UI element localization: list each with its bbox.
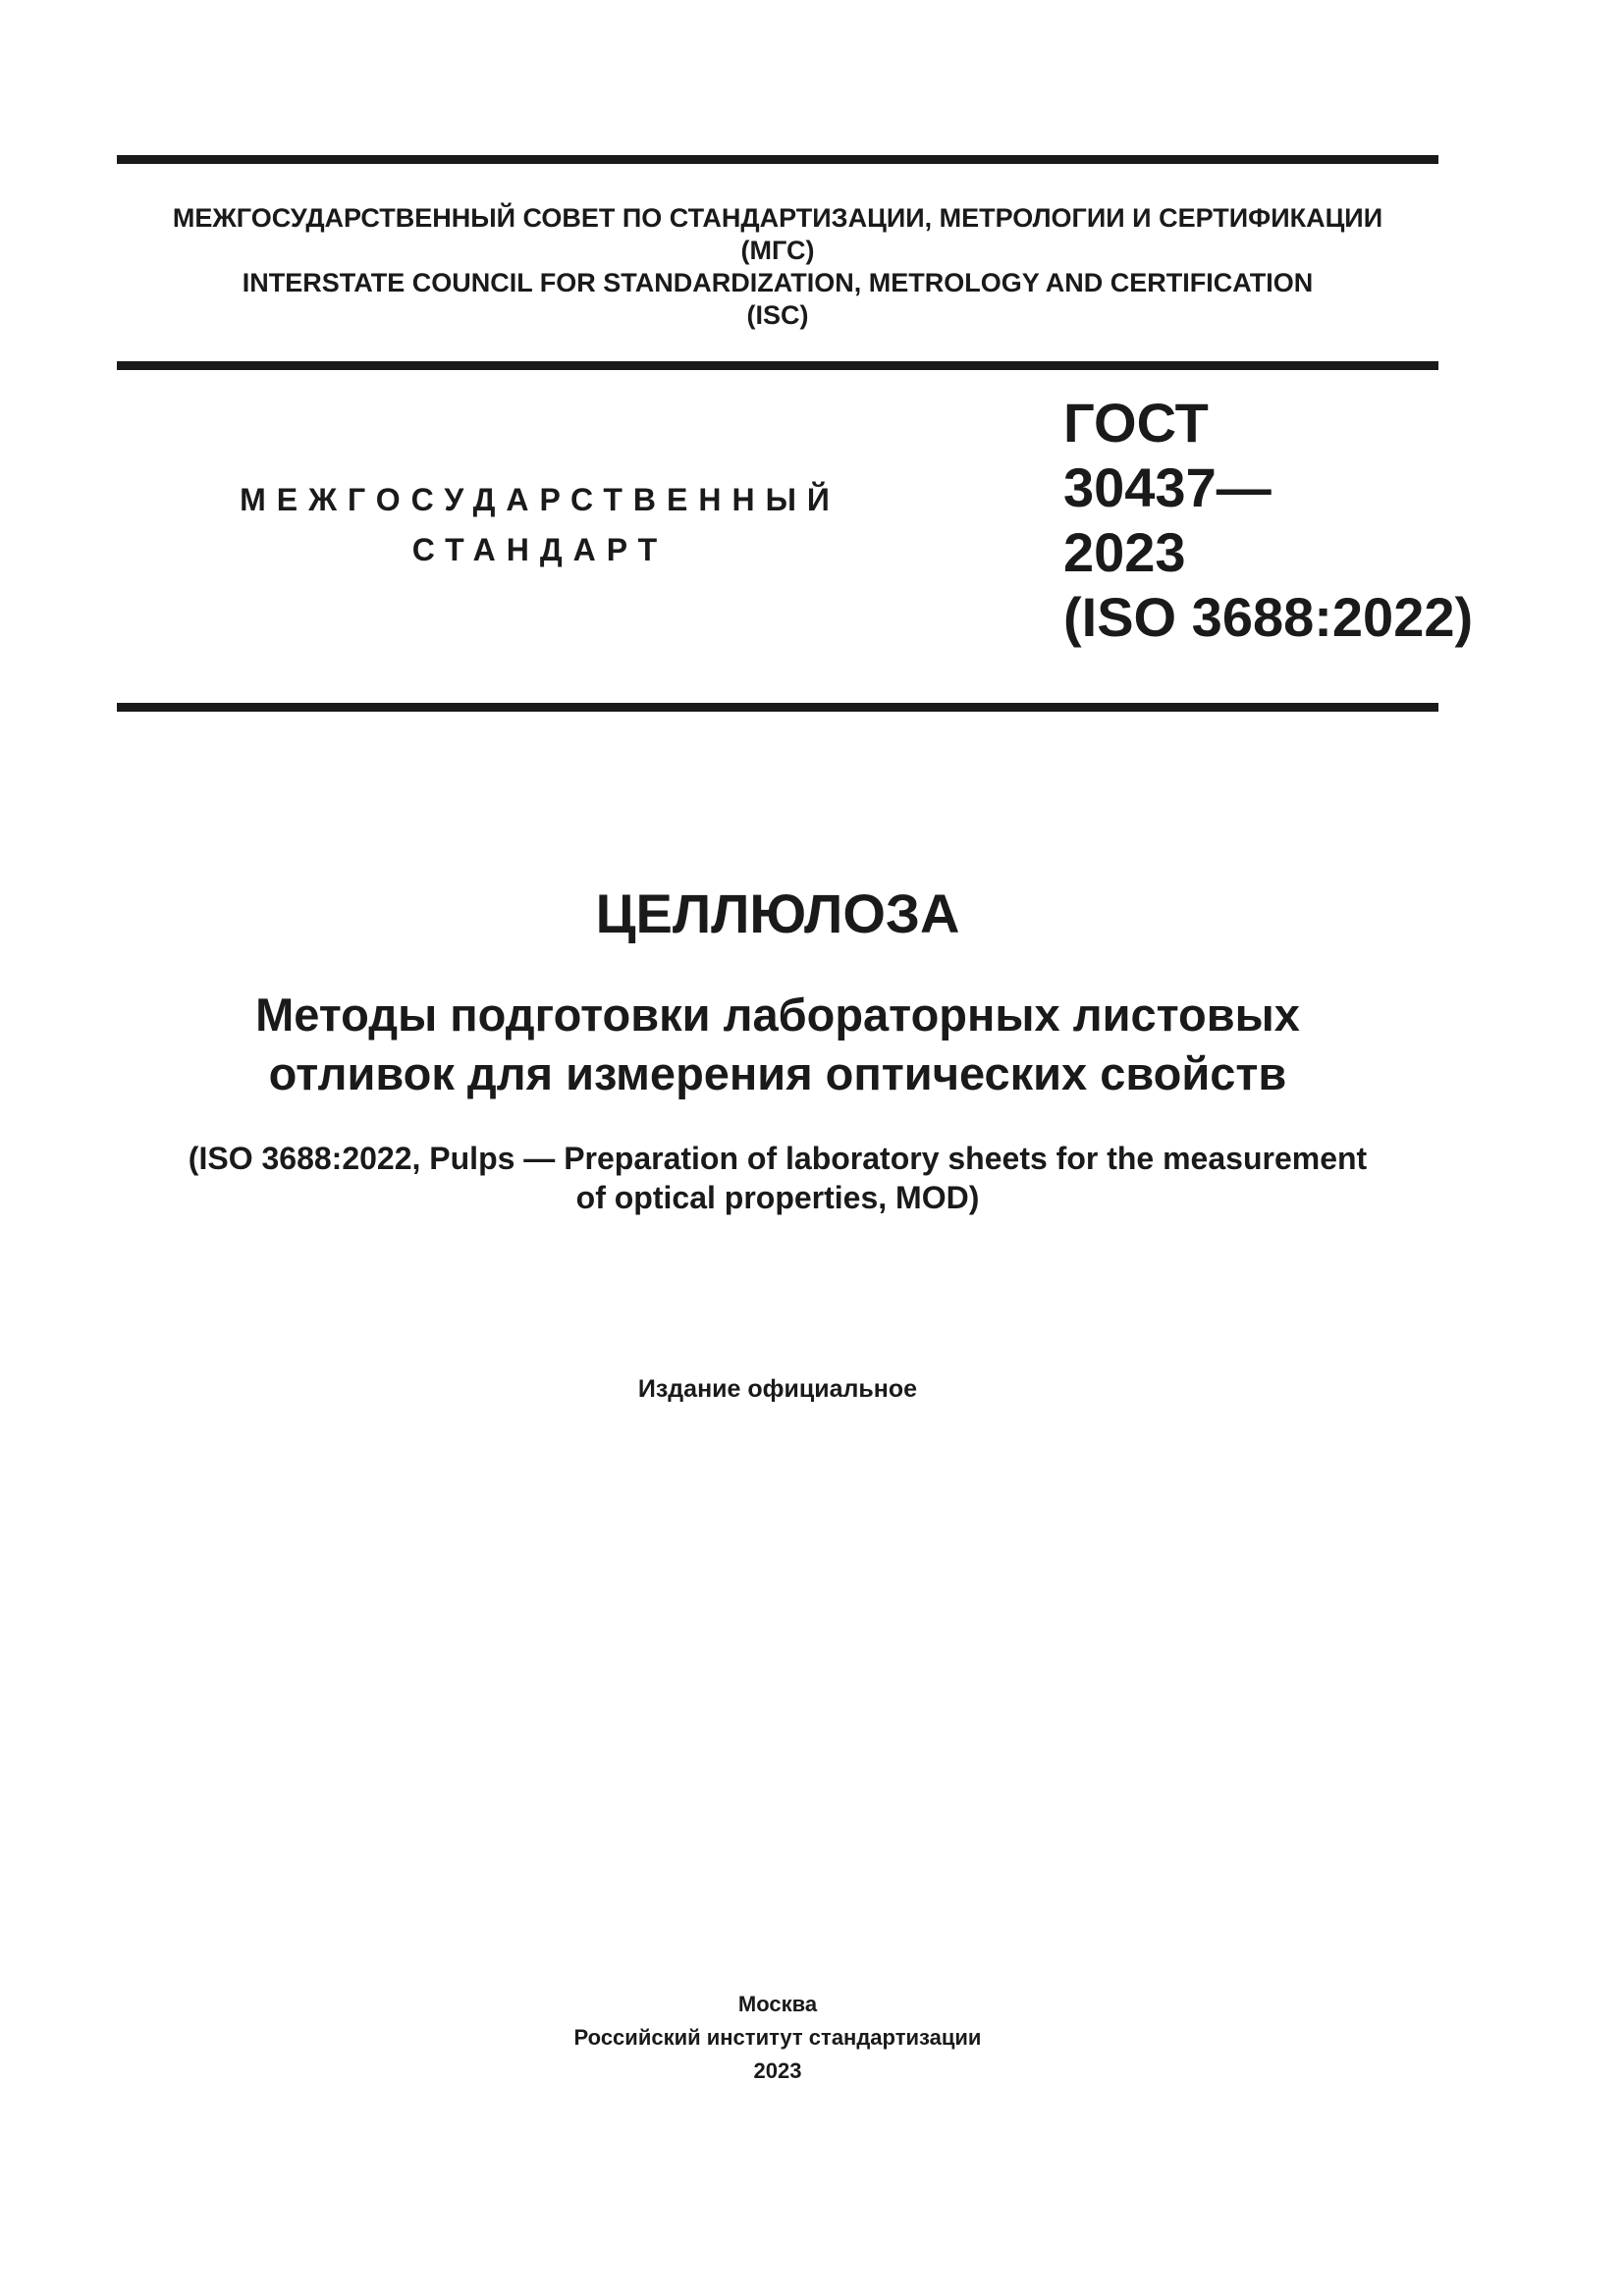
council-name-en: INTERSTATE COUNCIL FOR STANDARDIZATION, METROLOGY AND CERTIFICATION [242,268,1314,297]
edition-label: Издание официальное [637,1375,918,1403]
subtitle-line-2: отливок для измерения оптических свойств [268,1047,1287,1099]
bottom-rule [117,703,1438,712]
standard-type-line-2: СТАНДАРТ [411,532,669,567]
imprint-year: 2023 [753,2058,802,2083]
document-title: ЦЕЛЛЮЛОЗА [595,882,960,944]
gost-year: 2023 [1063,521,1186,583]
document-subtitle [117,986,1438,1103]
gost-number: 30437— [1063,456,1272,518]
gost-prefix: ГОСТ [1063,392,1209,454]
iso-reference-line-1: (ISO 3688:2022, Pulps — Preparation of laboratory sheets for the measurement [188,1141,1368,1176]
imprint-publisher: Российский институт стандартизации [573,2025,982,2050]
council-abbr-en: (ISC) [746,300,809,330]
standard-type-label [187,475,893,575]
top-rule [117,155,1438,164]
council-header [117,202,1438,332]
imprint-city: Москва [737,1992,818,2016]
council-abbr-ru: (МГС) [740,236,815,265]
standard-type-line-1: МЕЖГОСУДАРСТВЕННЫЙ [240,482,840,517]
iso-reference-line-2: of optical properties, MOD) [575,1180,980,1215]
iso-reference [117,1139,1438,1217]
middle-rule [117,361,1438,370]
council-name-ru: МЕЖГОСУДАРСТВЕННЫЙ СОВЕТ ПО СТАНДАРТИЗАЦИИ, МЕТРОЛОГИИ И СЕРТИФИКАЦИИ [172,203,1383,233]
gost-iso-equivalent: (ISO 3688:2022) [1063,586,1474,648]
publisher-imprint [117,1988,1438,2088]
subtitle-line-1: Методы подготовки лабораторных листовых [255,988,1300,1041]
gost-designation [1063,391,1473,650]
